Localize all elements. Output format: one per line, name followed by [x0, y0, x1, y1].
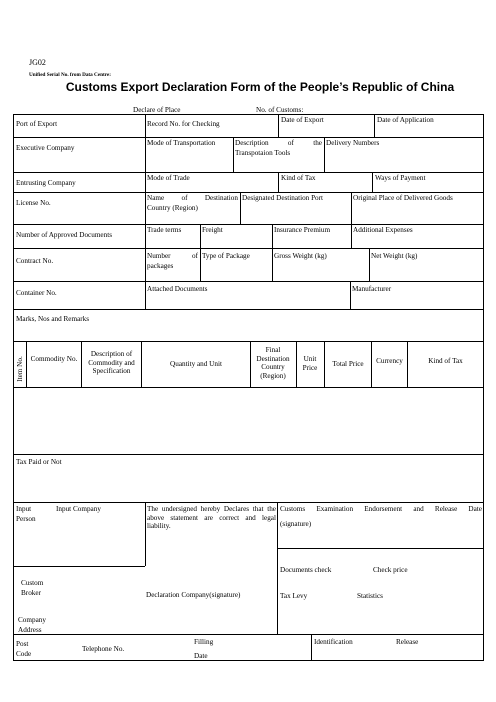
- declaration-statement: The undersigned hereby Declares that the above statement are correct and legal liability.: [147, 505, 276, 530]
- transport-description-label-line1: Description of the: [235, 139, 322, 147]
- type-of-package-label: Type of Package: [202, 252, 250, 260]
- custom-broker-label-line2: Broker: [21, 589, 41, 597]
- rule: [278, 172, 279, 192]
- marks-remarks-label: Marks, Nos and Remarks: [16, 315, 90, 323]
- transport-description-label-line2: Transpotaion Tools: [235, 149, 291, 157]
- number-of-packages-label-line1: Number of: [147, 252, 198, 260]
- release-label: Release: [396, 638, 419, 646]
- container-no-label: Container No.: [16, 289, 57, 297]
- rule: [200, 224, 201, 248]
- form-code: JG02: [29, 58, 46, 67]
- rule: [350, 281, 351, 309]
- rule: [13, 309, 484, 310]
- port-of-export-label: Port of Export: [16, 120, 58, 128]
- rule: [351, 224, 352, 248]
- trade-terms-label: Trade terms: [147, 226, 182, 234]
- date-of-application-label: Date of Application: [377, 116, 434, 124]
- serial-number-label: Unified Serial No. from Data Centre:: [29, 72, 111, 78]
- contract-no-label: Contract No.: [16, 257, 54, 265]
- mode-of-trade-label: Mode of Trade: [147, 174, 190, 182]
- delivery-numbers-label: Delivery Numbers: [326, 139, 380, 147]
- destination-port-label: Designated Destination Port: [242, 194, 324, 202]
- rule: [13, 192, 484, 193]
- rule: [13, 172, 484, 173]
- additional-expenses-label: Additional Expenses: [353, 226, 413, 234]
- destination-country-label-line2: Country (Region): [147, 204, 198, 212]
- identification-label: Identification: [314, 638, 353, 646]
- rule: [13, 224, 484, 225]
- form-title: Customs Export Declaration Form of the People’s Republic of China: [65, 80, 455, 94]
- rule: [13, 341, 484, 342]
- telephone-no-label: Telephone No.: [82, 645, 125, 653]
- rule: [277, 548, 484, 549]
- rule: [240, 192, 241, 224]
- ways-of-payment-label: Ways of Payment: [375, 174, 426, 182]
- manufacturer-label: Manufacturer: [352, 285, 392, 293]
- check-price-label: Check price: [373, 566, 408, 574]
- rule: [13, 248, 484, 249]
- rule: [351, 192, 352, 224]
- rule: [374, 114, 375, 137]
- number-of-packages-label-line2: packages: [147, 262, 174, 270]
- rule: [13, 566, 145, 567]
- original-place-label: Original Place of Delivered Goods: [353, 194, 453, 202]
- total-price-header: Total Price: [332, 360, 364, 368]
- entrusting-company-label: Entrusting Company: [16, 179, 76, 187]
- item-no-label: Item No.: [15, 356, 24, 382]
- attached-documents-label: Attached Documents: [147, 285, 208, 293]
- freight-label: Freight: [202, 226, 223, 234]
- approved-documents-label: Number of Approved Documents: [16, 231, 113, 239]
- mode-of-transportation-label: Mode of Transportation: [147, 139, 216, 147]
- tax-levy-label: Tax Levy: [280, 592, 308, 600]
- rule: [145, 502, 146, 566]
- kind-of-tax-label: Kind of Tax: [281, 174, 316, 182]
- record-no-label: Record No. for Checking: [147, 120, 220, 128]
- documents-check-label: Documents check: [280, 566, 332, 574]
- item-no-header: [14, 357, 26, 381]
- customs-signature-label: (signature): [280, 520, 312, 528]
- rule: [369, 248, 370, 281]
- final-destination-header: Final Destination Country (Region): [256, 346, 290, 380]
- post-code-label-line1: Post: [16, 640, 29, 648]
- rule: [272, 248, 273, 281]
- company-address-label-line1: Company: [18, 616, 46, 624]
- gross-weight-label: Gross Weight (kg): [274, 252, 327, 260]
- rule: [13, 281, 484, 282]
- rule: [81, 341, 82, 387]
- rule: [277, 502, 278, 634]
- filling-date-label-line2: Date: [194, 652, 208, 660]
- currency-header: Currency: [376, 357, 403, 365]
- destination-country-label-line1: Name of Destination: [147, 194, 238, 202]
- rule: [13, 454, 484, 455]
- rule: [13, 660, 484, 661]
- company-address-label-line2: Address: [18, 626, 42, 634]
- customs-no-label: No. of Customs:: [256, 106, 304, 114]
- rule: [13, 114, 484, 115]
- rule: [13, 387, 484, 388]
- filling-date-label-line1: Filling: [194, 638, 214, 646]
- rule: [145, 114, 146, 309]
- description-header: Description of Commodity and Specification: [88, 350, 135, 375]
- executive-company-label: Executive Company: [16, 144, 75, 152]
- rule: [278, 114, 279, 137]
- kind-of-tax-header: Kind of Tax: [428, 357, 463, 365]
- rule: [13, 634, 484, 635]
- rule: [13, 502, 484, 503]
- rule: [372, 172, 373, 192]
- post-code-label-line2: Code: [16, 650, 32, 658]
- declare-place-label: Declare of Place: [133, 106, 181, 114]
- rule: [324, 137, 325, 172]
- custom-broker-label-line1: Custom: [21, 579, 44, 587]
- rule: [26, 341, 27, 387]
- unit-price-header: Unit Price: [302, 355, 318, 372]
- insurance-premium-label: Insurance Premium: [274, 226, 331, 234]
- input-person-label-line1: Input: [16, 505, 32, 513]
- input-person-label-line2: Person: [16, 515, 36, 523]
- commodity-no-header: Commodity No.: [30, 355, 78, 363]
- net-weight-label: Net Weight (kg): [371, 252, 418, 260]
- rule: [311, 634, 312, 660]
- customs-examination-label: Customs Examination Endorsement and Release Date: [280, 505, 482, 513]
- date-of-export-label: Date of Export: [281, 116, 324, 124]
- rule: [200, 248, 201, 281]
- input-company-label: Input Company: [56, 505, 101, 513]
- rule: [272, 224, 273, 248]
- quantity-unit-header: Quantity and Unit: [170, 360, 222, 368]
- tax-paid-label: Tax Paid or Not: [16, 458, 62, 466]
- license-no-label: License No.: [16, 199, 51, 207]
- rule: [13, 137, 484, 138]
- declaration-company-label: Declaration Company(signature): [146, 591, 241, 599]
- rule: [233, 137, 234, 172]
- statistics-label: Statistics: [357, 592, 383, 600]
